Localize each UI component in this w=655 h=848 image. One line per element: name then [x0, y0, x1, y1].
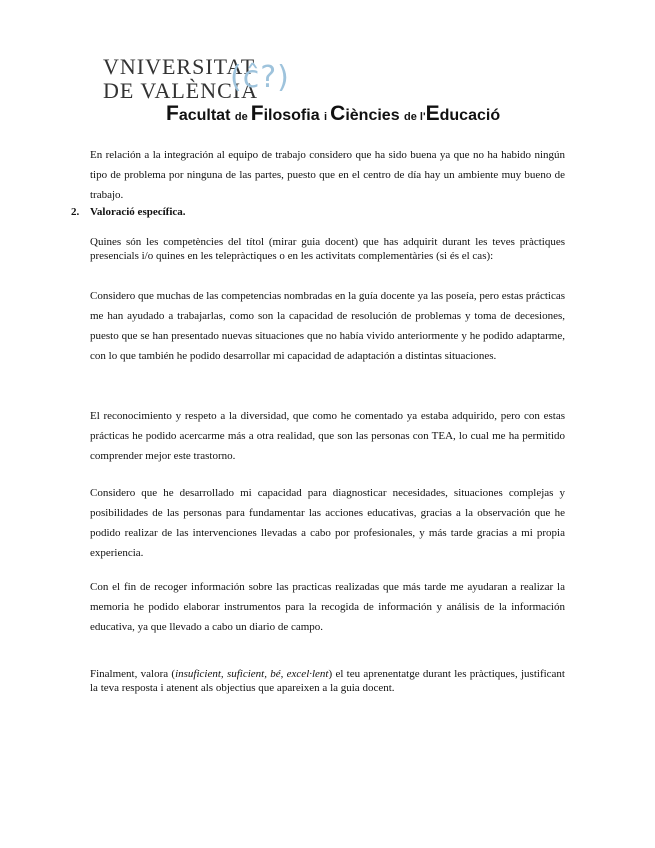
faculty-name [166, 102, 500, 126]
final-prompt-options: insuficient, suficient, bé, excel·lent [175, 668, 329, 680]
question-prompt: Quines són les competències del títol (mirar guia docent) que has adquirit durant les teves pràctiques presencials i/o quines en les telepràctiques o en les activitats complementàries (si és el cas): [90, 236, 565, 262]
faculty-name-part: C [330, 102, 346, 125]
answer-paragraph-4: Con el fin de recoger información sobre las practicas realizadas que más tarde me ayudaran a realizar la memoria he podido elaborar instrumentos para la recogida de información y análisis de la información educativa, ya que llevado a cabo un diario de campo. [90, 581, 565, 633]
answer-paragraph-1: Considero que muchas de las competencias nombradas en la guía docente ya las poseía, pero estas prácticas me han ayudado a trabajarlas, como son la capacidad de resolución de problemas y toma de decesiones, puesto que se han presentado nuevas situaciones que no había vivido anteriormente y he podido adaptarme, con lo que también he podido desarrollar mi capacidad de adaptación a distintas situaciones. [90, 290, 565, 362]
answer-paragraph-2: El reconocimiento y respeto a la diversidad, que como he comentado ya estaba adquirido, pero con estas prácticas he podido acercarme más a otra realidad, que son las personas con TEA, lo cual me ha permitido comprender mejor este trastorno. [90, 410, 565, 462]
faculty-name-part: de l' [404, 111, 426, 123]
final-prompt-start: Finalment, valora ( [90, 668, 176, 680]
faculty-name-part: iències [345, 107, 405, 124]
faculty-name-part: acultat [178, 107, 235, 124]
university-name-line1: VNIVERSITAT [103, 54, 256, 79]
university-name-line2: DE VALÈNCIA [103, 78, 259, 103]
faculty-name-part: E [425, 102, 440, 125]
final-prompt-end: ) el teu aprenentatge durant les pràctiques, justificant la teva resposta i atenent als objectius que apareixen a la guia docent. [90, 668, 565, 694]
final-prompt [90, 667, 565, 695]
faculty-name-part: de [234, 111, 251, 123]
faculty-name-part: ducació [439, 107, 501, 124]
section-heading [71, 206, 186, 218]
answer-paragraph-3: Considero que he desarrollado mi capacidad para diagnosticar necesidades, situaciones complejas y posibilidades de las personas para fundamentar las acciones educativas, gracias a la observación que he podido realizar de las intervenciones llevadas a cabo por profesionales, y más tarde gracias a mi propia experiencia. [90, 487, 565, 559]
faculty-name-part: F [250, 102, 264, 125]
intro-paragraph: En relación a la integración al equipo de trabajo considero que ha sido buena ya que no ha habido ningún tipo de problema por ninguna de las partes, puesto que en el centro de día hay un ambiente muy bueno de trabajo. [90, 149, 565, 201]
university-symbol-icon: (ĉ?) [230, 60, 290, 95]
faculty-name-part: F [166, 102, 179, 125]
faculty-name-part: i [324, 111, 331, 123]
university-header-logo [100, 48, 545, 130]
section-title: Valoració específica. [90, 206, 186, 218]
faculty-name-part: ilosofia [263, 107, 325, 124]
section-number: 2. [71, 206, 80, 218]
